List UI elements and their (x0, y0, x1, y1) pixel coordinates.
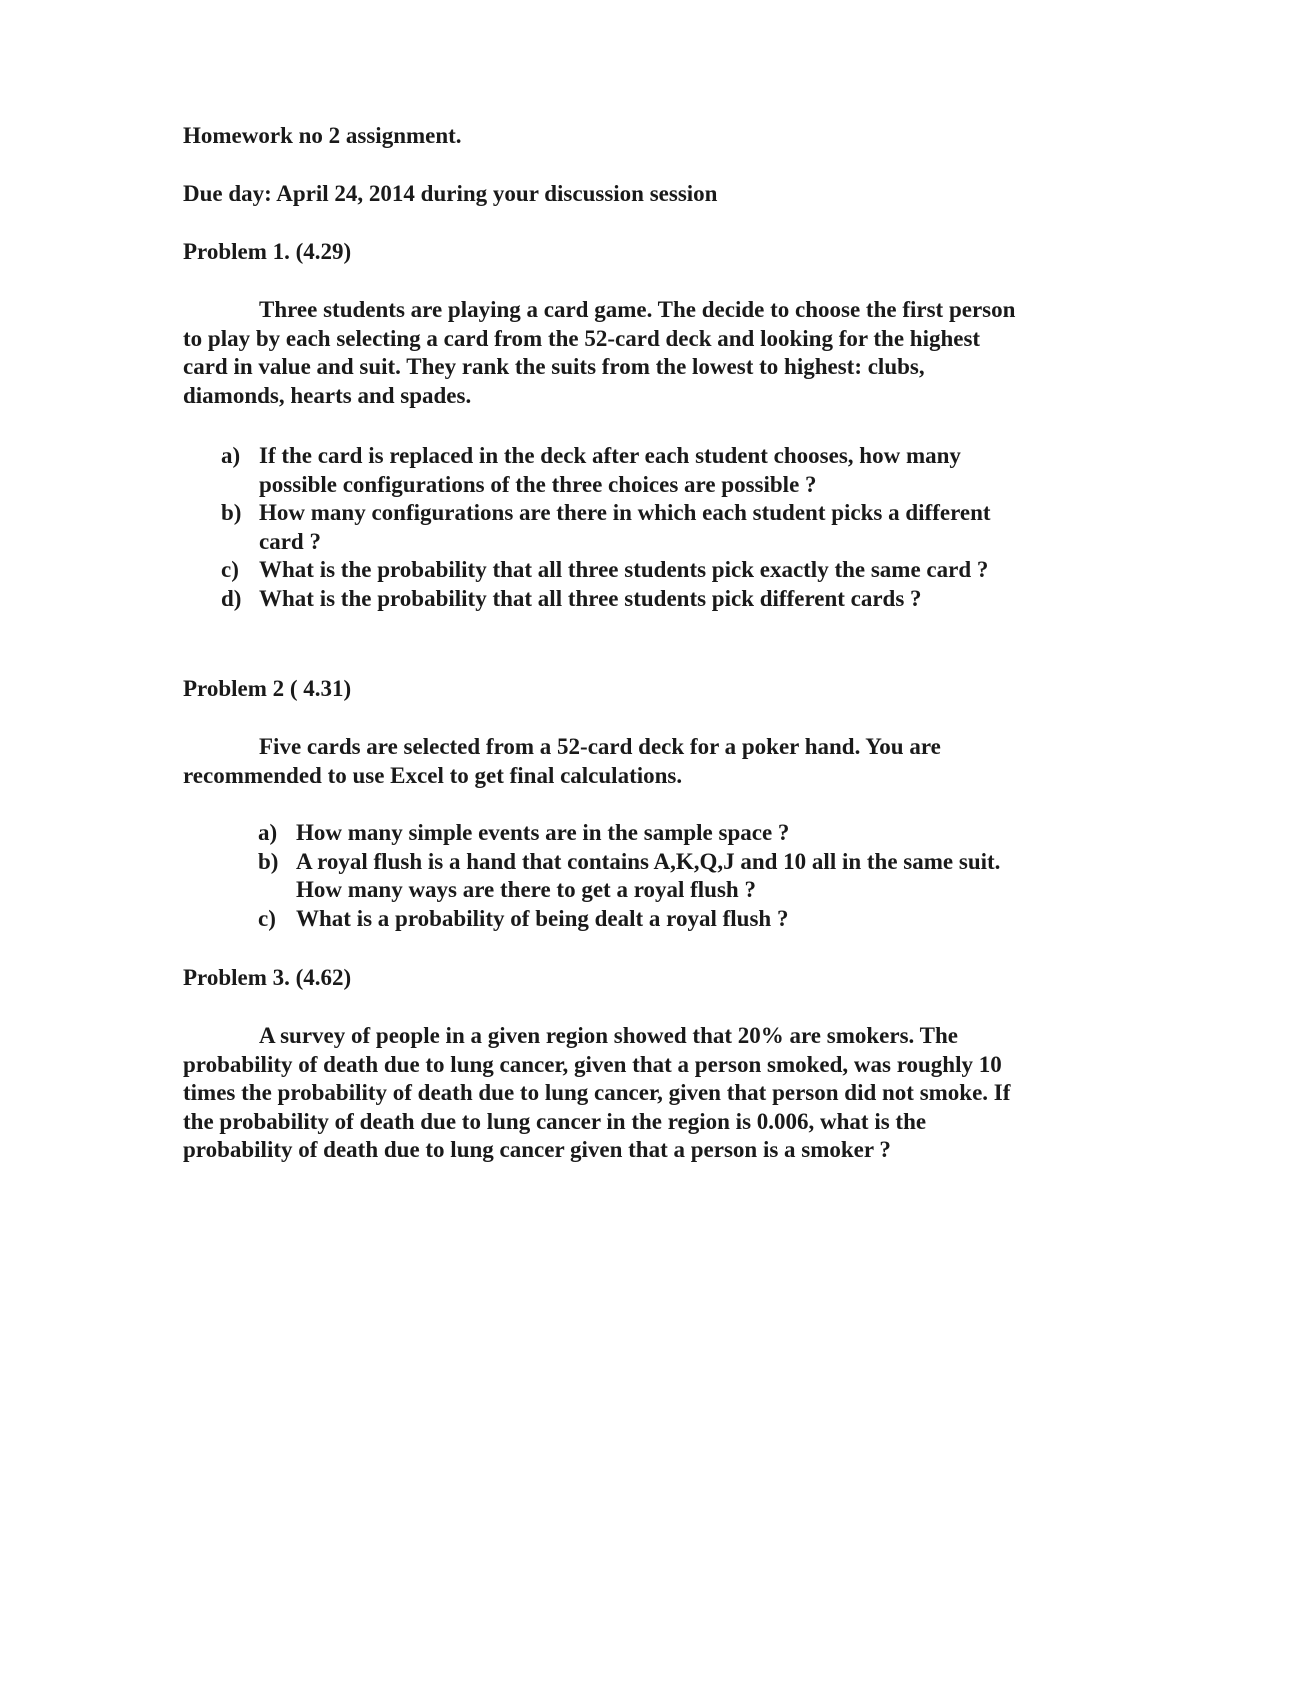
list-item (258, 905, 1088, 934)
item-marker: b) (258, 848, 279, 874)
list-item (221, 442, 1081, 499)
paragraph-line: to play by each selecting a card from the 52-card deck and looking for the highest (183, 325, 981, 351)
paragraph-line: probability of death due to lung cancer, given that a person smoked, was roughly 10 (183, 1051, 1002, 1077)
item-marker: d) (221, 585, 242, 611)
item-line: What is a probability of being dealt a royal flush ? (296, 905, 789, 931)
due-date: Due day: April 24, 2014 during your discussion session (183, 181, 718, 206)
item-line: What is the probability that all three students pick different cards ? (259, 585, 922, 611)
problem-2-questions (258, 819, 1088, 933)
problem-1-questions (221, 442, 1081, 613)
problem-2-text (183, 733, 1103, 790)
item-line: How many simple events are in the sample space ? (296, 820, 790, 845)
list-item (258, 819, 1088, 848)
paragraph-line: times the probability of death due to lung cancer, given that person did not smoke. If (183, 1080, 1011, 1105)
list-item (258, 848, 1088, 905)
item-marker: c) (258, 905, 276, 931)
item-line: How many configurations are there in which each student picks a different (259, 500, 991, 525)
paragraph-line: probability of death due to lung cancer given that a person is a smoker ? (183, 1137, 891, 1162)
paragraph-line: A survey of people in a given region showed that 20% are smokers. The (259, 1023, 958, 1048)
problem-1-heading: Problem 1. (4.29) (183, 239, 352, 264)
paragraph-line: card in value and suit. They rank the suits from the lowest to highest: clubs, (183, 354, 925, 379)
item-marker: c) (221, 557, 239, 582)
paragraph-line: Three students are playing a card game. The decide to choose the first person (259, 297, 1016, 322)
problem-2-heading: Problem 2 ( 4.31) (183, 676, 352, 701)
item-line: A royal flush is a hand that contains A,K,Q,J and 10 all in the same suit. (296, 848, 1001, 874)
item-line: card ? (259, 528, 321, 554)
paragraph-line: the probability of death due to lung cancer in the region is 0.006, what is the (183, 1108, 927, 1134)
problem-1-text (183, 296, 1103, 410)
paragraph-line: Five cards are selected from a 52-card deck for a poker hand. You are (259, 734, 941, 759)
item-line: How many ways are there to get a royal flush ? (296, 877, 756, 902)
list-item (221, 499, 1081, 556)
document-title: Homework no 2 assignment. (183, 123, 462, 148)
item-line: possible configurations of the three choices are possible ? (259, 471, 817, 497)
item-marker: b) (221, 500, 242, 525)
problem-3-heading: Problem 3. (4.62) (183, 965, 352, 990)
paragraph-line: diamonds, hearts and spades. (183, 382, 472, 408)
list-item (221, 585, 1081, 614)
item-line: What is the probability that all three students pick exactly the same card ? (259, 557, 989, 582)
item-line: If the card is replaced in the deck after each student chooses, how many (259, 443, 961, 468)
list-item (221, 556, 1081, 585)
item-marker: a) (258, 820, 278, 845)
item-marker: a) (221, 443, 241, 468)
paragraph-line: recommended to use Excel to get final calculations. (183, 762, 683, 788)
problem-3-text (183, 1022, 1103, 1165)
